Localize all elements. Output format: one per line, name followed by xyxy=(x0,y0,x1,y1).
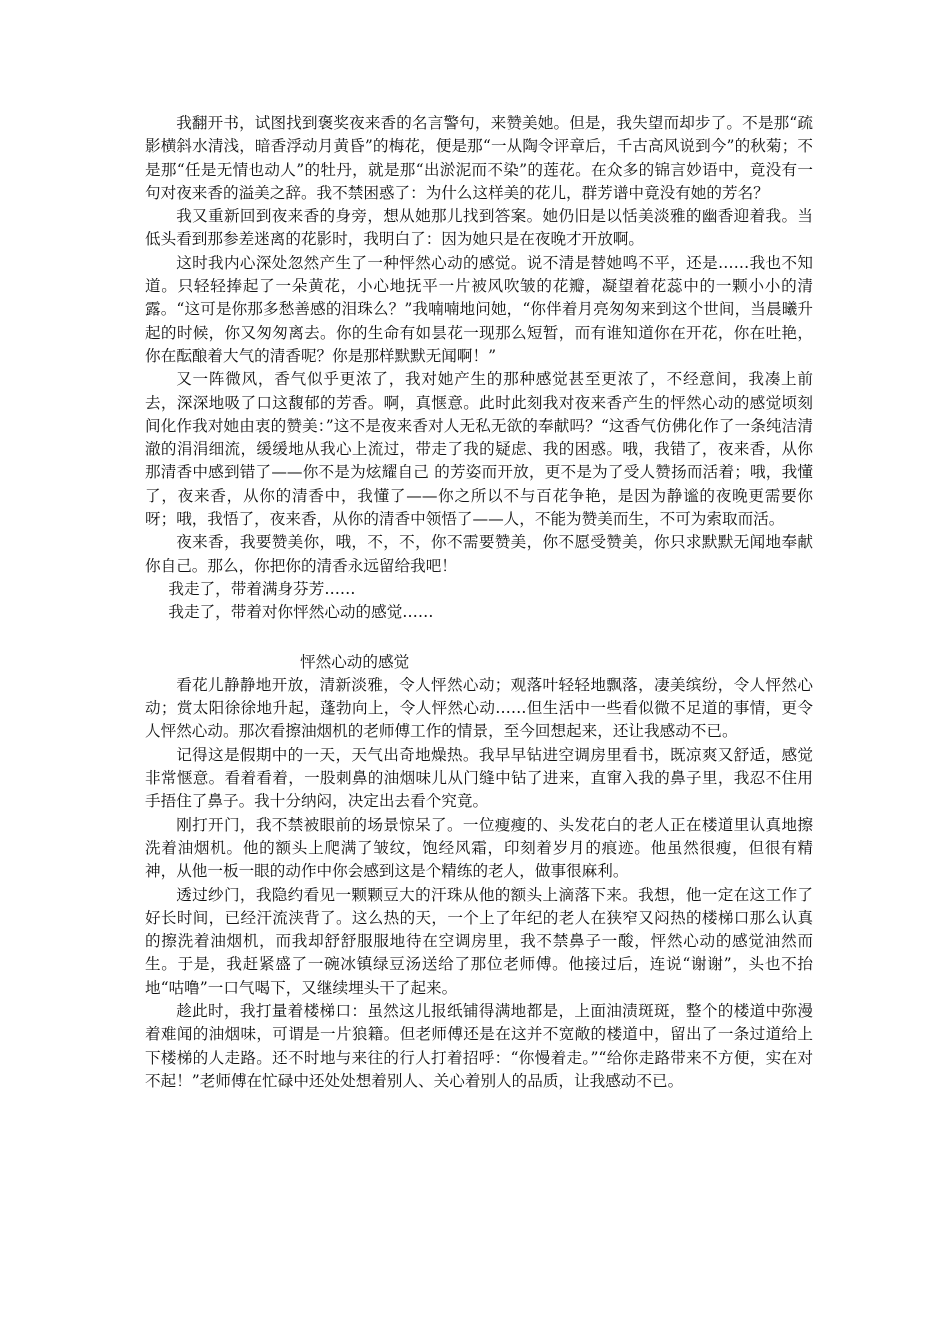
paragraph: 刚打开门，我不禁被眼前的场景惊呆了。一位瘦瘦的、头发花白的老人正在楼道里认真地擦洗着油烟机。他的额头上爬满了皱纹，饱经风霜，印刻着岁月的痕迹。他虽然很瘦，但很有精神，从他一板一眼的动作中你会感到这是个精练的老人，做事很麻利。 xyxy=(145,815,813,881)
document-page xyxy=(145,112,813,1093)
closing-line: 我走了，带着满身芬芳…… xyxy=(168,579,356,598)
paragraph: 我翻开书，试图找到褒奖夜来香的名言警句，来赞美她。但是，我失望而却步了。不是那“疏影横斜水清浅，暗香浮动月黄昏”的梅花，便是那“一从陶令评章后，千古高风说到今”的秋菊；不是那“任是无情也动人”的牡丹，就是那“出淤泥而不染”的莲花。在众多的锦言妙语中，竟没有一句对夜来香的溢美之辞。我不禁困惑了：为什么这样美的花儿，群芳谱中竟没有她的芳名？ xyxy=(145,114,813,202)
paragraph: 看花儿静静地开放，清新淡雅，令人怦然心动；观落叶轻轻地飘落，凄美缤纷，令人怦然心动；赏太阳徐徐地升起，蓬勃向上，令人怦然心动……但生活中一些看似微不足道的事情，更令人怦然心动。那次看擦油烟机的老师傅工作的情景，至今回想起来，还让我感动不已。 xyxy=(145,675,813,741)
paragraph: 趁此时，我打量着楼梯口：虽然这儿报纸铺得满地都是，上面油渍斑斑，整个的楼道中弥漫着难闻的油烟味，可谓是一片狼籍。但老师傅还是在这并不宽敞的楼道中，留出了一条过道给上下楼梯的人走路。还不时地与来往的行人打着招呼：“你慢着走。”“给你走路带来不方便，实在对不起！”老师傅在忙碌中还处处想着别人、关心着别人的品质，让我感动不已。 xyxy=(145,1001,813,1090)
paragraph: 透过纱门，我隐约看见一颗颗豆大的汗珠从他的额头上滴落下来。我想，他一定在这工作了好长时间，已经汗流浃背了。这么热的天，一个上了年纪的老人在狭窄又闷热的楼梯口那么认真的擦洗着油烟机，而我却舒舒服服地待在空调房里，我不禁鼻子一酸，怦然心动的感觉油然而生。于是，我赶紧盛了一碗冰镇绿豆汤送给了那位老师傅。他接过后，连说“谢谢”，头也不抬地“咕噜”一口气喝下，又继续埋头干了起来。 xyxy=(145,885,813,997)
paragraph: 我又重新回到夜来香的身旁，想从她那儿找到答案。她仍旧是以恬美淡雅的幽香迎着我。当低头看到那参差迷离的花影时，我明白了：因为她只是在夜晚才开放啊。 xyxy=(145,207,813,249)
closing-line: 我走了，带着对你怦然心动的感觉…… xyxy=(168,603,434,622)
paragraph: 夜来香，我要赞美你，哦，不，不，你不需要赞美，你不愿受赞美，你只求默默无闻地奉献你自己。那么，你把你的清香永远留给我吧！ xyxy=(145,533,813,575)
paragraph: 这时我内心深处忽然产生了一种怦然心动的感觉。说不清是替她鸣不平，还是……我也不知道。只轻轻捧起了一朵黄花，小心地抚平一片被风吹皱的花瓣，凝望着花蕊中的一颗小小的清露。“这可是你那多愁善感的泪珠么？”我喃喃地问她，“你伴着月亮匆匆来到这个世间，当晨曦升起的时候，你又匆匆离去。你的生命有如昙花一现那么短暂，而有谁知道你在开花，你在吐艳，你在酝酿着大气的清香呢？你是那样默默无闻啊！” xyxy=(145,253,813,365)
essay-title: 怦然心动的感觉 xyxy=(300,652,410,671)
paragraph: 记得这是假期中的一天，天气出奇地燥热。我早早钻进空调房里看书，既凉爽又舒适，感觉非常惬意。看着看着，一股刺鼻的油烟味儿从门缝中钻了进来，直窜入我的鼻子里，我忍不住用手捂住了鼻子。我十分纳闷，决定出去看个究竟。 xyxy=(145,745,813,811)
paragraph: 又一阵微风，香气似乎更浓了，我对她产生的那种感觉甚至更浓了，不经意间，我凑上前去，深深地吸了口这馥郁的芳香。啊，真惬意。此时此刻我对夜来香产生的怦然心动的感觉顷刻间化作我对她由衷的赞美：”这不是夜来香对人无私无欲的奉献吗？“这香气仿佛化作了一条纯洁清澈的涓涓细流，缓缓地从我心上流过，带走了我的疑虑、我的困惑。哦，我错了，夜来香，从你那清香中感到错了——你不是为炫耀自己 的芳姿而开放，更不是为了受人赞扬而活着；哦，我懂了，夜来香，从你的清香中，我懂了——你之所以不与百花争艳，是因为静谧的夜晚更需要你呀；哦，我悟了，夜来香，从你的清香中领悟了——人，不能为赞美而生，不可为索取而活。 xyxy=(145,370,813,529)
